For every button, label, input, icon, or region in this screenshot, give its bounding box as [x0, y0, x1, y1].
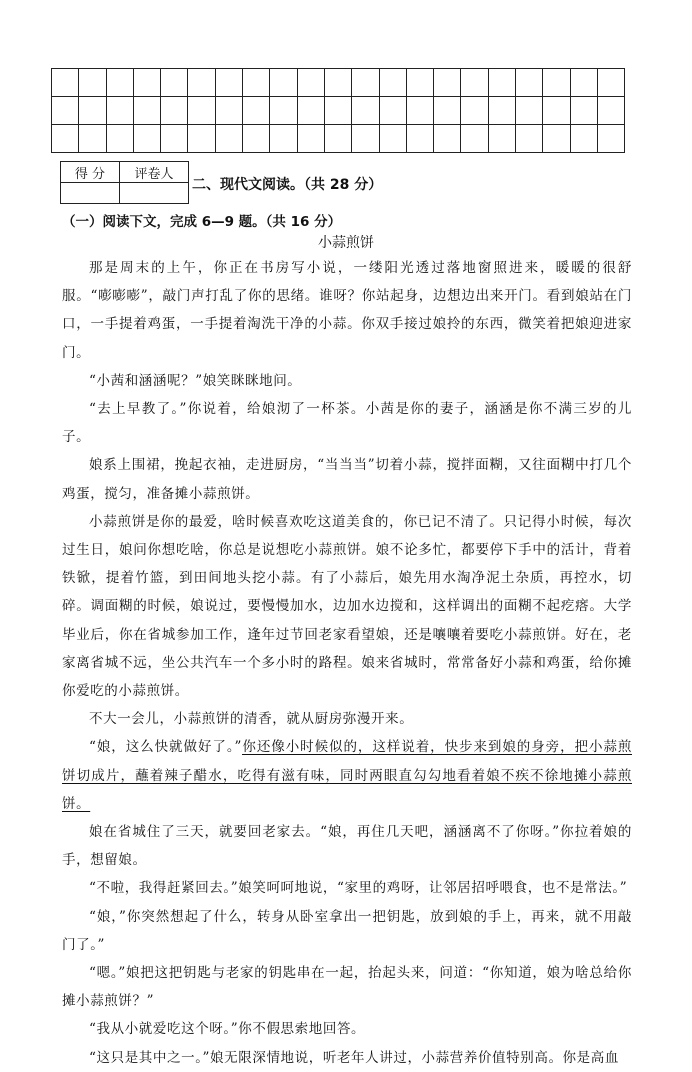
- grid-cell: [270, 97, 297, 125]
- grid-cell: [161, 69, 188, 97]
- grid-cell: [79, 97, 106, 125]
- grid-cell: [434, 69, 461, 97]
- grid-cell: [352, 97, 379, 125]
- grid-cell: [379, 69, 406, 97]
- grid-cell: [570, 125, 597, 153]
- grid-cell: [52, 97, 79, 125]
- paragraph: “去上早教了。”你说着，给娘沏了一杯茶。小茜是你的妻子，涵涵是你不满三岁的儿子。: [62, 401, 632, 446]
- grid-cell: [133, 97, 160, 125]
- score-cell: [61, 183, 120, 204]
- grid-cell: [543, 125, 570, 153]
- grid-cell: [52, 69, 79, 97]
- writing-grid: [51, 68, 625, 153]
- paragraph: “娘，”你突然想起了什么，转身从卧室拿出一把钥匙，放到娘的手上，再来，就不用敲门了。”: [62, 908, 632, 953]
- underlined-sentence: 你还像小时候似的，这样说着，快步来到娘的身旁，把小蒜煎饼切成片，蘸着辣子醋水，吃得有滋有味，同时两眼直勾勾地看着娘不疾不徐地摊小蒜煎饼。: [62, 739, 632, 812]
- grid-cell: [161, 97, 188, 125]
- section-title: 二、现代文阅读。（共 28 分）: [192, 177, 383, 193]
- grid-cell: [488, 69, 515, 97]
- grid-cell: [215, 97, 242, 125]
- score-box: [60, 161, 189, 204]
- paragraph: [62, 733, 632, 818]
- paragraph: 小蒜煎饼是你的最爱，啥时候喜欢吃这道美食的，你已记不清了。只记得小时候，每次过生日，娘问你想吃啥，你总是说想吃小蒜煎饼。娘不论多忙，都要停下手中的活计，背着铁锨，提着竹篮，到田间地头挖小蒜。有了小蒜后，娘先用水淘净泥土杂质，再控水，切碎。调面糊的时候，娘说过，要慢慢加水，边加水边搅和，这样调出的面糊不起疙瘩。大学毕业后，你在省城参加工作，逢年过节回老家看望娘，还是嚷嚷着要吃小蒜煎饼。好在，老家离省城不远，坐公共汽车一个多小时的路程。娘来省城时，常常备好小蒜和鸡蛋，给你摊你爱吃的小蒜煎饼。: [62, 513, 632, 700]
- grid-cell: [297, 69, 324, 97]
- grid-cell: [597, 97, 624, 125]
- grid-cell: [270, 125, 297, 153]
- grid-cell: [597, 69, 624, 97]
- paragraph: “我从小就爱吃这个呀。”你不假思索地回答。: [89, 1021, 366, 1038]
- grid-cell: [570, 97, 597, 125]
- grid-cell: [597, 125, 624, 153]
- paragraph: “不啦，我得赶紧回去。”娘笑呵呵地说，“家里的鸡呀，让邻居招呼喂食，也不是常法。”: [89, 880, 628, 897]
- section-subtitle: （一）阅读下文，完成 6—9 题。（共 16 分）: [62, 214, 342, 230]
- grid-cell: [434, 125, 461, 153]
- grid-cell: [352, 69, 379, 97]
- grid-cell: [406, 97, 433, 125]
- grid-cell: [516, 125, 543, 153]
- dialogue-text: “娘，这么快就做好了。”: [89, 739, 243, 756]
- reviewer-label: 评卷人: [120, 162, 189, 183]
- grid-cell: [434, 97, 461, 125]
- paragraph: 不大一会儿，小蒜煎饼的清香，就从厨房弥漫开来。: [89, 711, 414, 728]
- grid-cell: [297, 97, 324, 125]
- grid-cell: [79, 125, 106, 153]
- grid-cell: [488, 97, 515, 125]
- grid-cell: [243, 125, 270, 153]
- story-title: 小蒜煎饼: [318, 235, 374, 251]
- score-label: 得 分: [61, 162, 120, 183]
- grid-cell: [133, 69, 160, 97]
- grid-cell: [270, 69, 297, 97]
- paragraph: “小茜和涵涵呢？”娘笑眯眯地问。: [89, 372, 302, 389]
- grid-cell: [106, 97, 133, 125]
- grid-cell: [379, 125, 406, 153]
- grid-cell: [543, 97, 570, 125]
- grid-cell: [543, 69, 570, 97]
- grid-cell: [570, 69, 597, 97]
- grid-cell: [406, 69, 433, 97]
- grid-cell: [461, 97, 488, 125]
- grid-cell: [406, 125, 433, 153]
- grid-cell: [461, 125, 488, 153]
- grid-cell: [188, 125, 215, 153]
- grid-cell: [215, 125, 242, 153]
- grid-cell: [243, 69, 270, 97]
- grid-cell: [379, 97, 406, 125]
- grid-cell: [52, 125, 79, 153]
- paragraph: 那是周末的上午，你正在书房写小说，一缕阳光透过落地窗照进来，暖暖的很舒服。“嘭嘭嘭”，敲门声打乱了你的思绪。谁呀？你站起身，边想边出来开门。看到娘站在门口，一手提着鸡蛋，一手提着淘洗干净的小蒜。你双手接过娘拎的东西，微笑着把娘迎进家门。: [62, 260, 632, 361]
- grid-cell: [516, 69, 543, 97]
- grid-cell: [106, 125, 133, 153]
- grid-cell: [106, 69, 133, 97]
- grid-cell: [488, 125, 515, 153]
- paragraph: 娘在省城住了三天，就要回老家去。“娘，再住几天吧，涵涵离不了你呀。”你拉着娘的手，想留娘。: [62, 824, 632, 869]
- grid-cell: [516, 97, 543, 125]
- grid-cell: [243, 97, 270, 125]
- paragraph: “这只是其中之一。”娘无限深情地说，听老年人讲过，小蒜营养价值特别高。你是高血: [89, 1049, 619, 1066]
- grid-cell: [188, 69, 215, 97]
- grid-cell: [461, 69, 488, 97]
- paragraph: “嗯。”娘把这把钥匙与老家的钥匙串在一起，抬起头来，问道：“你知道，娘为啥总给你摊小蒜煎饼？”: [62, 965, 632, 1010]
- paragraph: 娘系上围裙，挽起衣袖，走进厨房，“当当当”切着小蒜，搅拌面糊，又往面糊中打几个鸡蛋，搅匀，准备摊小蒜煎饼。: [62, 457, 632, 502]
- grid-cell: [161, 125, 188, 153]
- grid-cell: [324, 97, 351, 125]
- grid-cell: [324, 125, 351, 153]
- grid-cell: [297, 125, 324, 153]
- story-body: [62, 254, 632, 1072]
- grid-cell: [352, 125, 379, 153]
- reviewer-cell: [120, 183, 189, 204]
- grid-cell: [133, 125, 160, 153]
- grid-cell: [215, 69, 242, 97]
- grid-cell: [79, 69, 106, 97]
- grid-cell: [188, 97, 215, 125]
- grid-cell: [324, 69, 351, 97]
